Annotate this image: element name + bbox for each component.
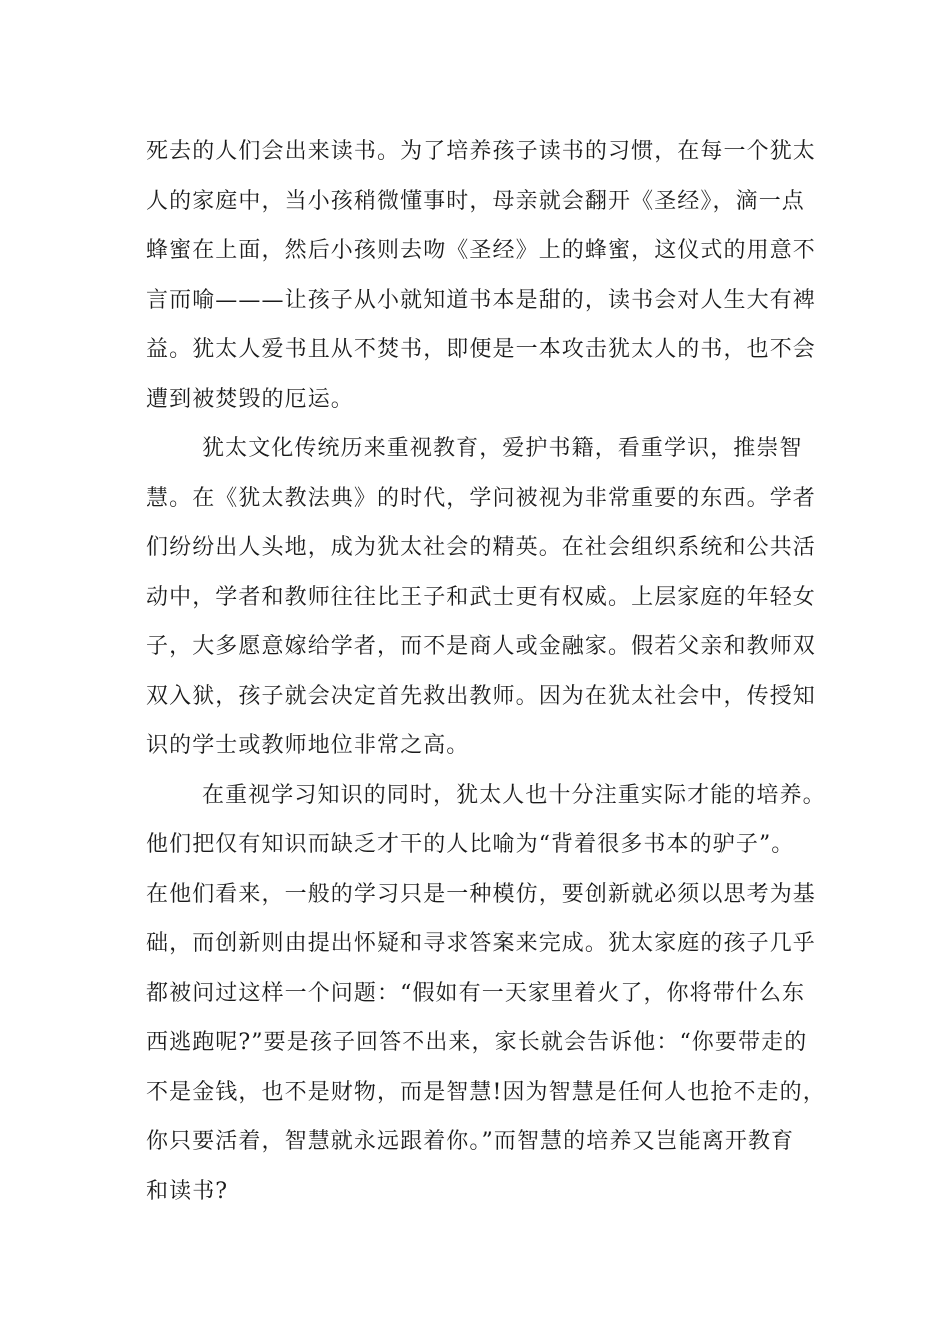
- paragraph-wisdom: [146, 771, 826, 1217]
- text-line: 人的家庭中，当小孩稍微懂事时，母亲就会翻开《圣经》，滴一点: [146, 188, 805, 214]
- text-line: 在他们看来，一般的学习只是一种模仿，要创新就必须以思考为基: [146, 881, 816, 907]
- text-line: 蜂蜜在上面，然后小孩则去吻《圣经》上的蜂蜜，这仪式的用意不: [146, 238, 816, 263]
- text-line: 双入狱，孩子就会决定首先救出教师。因为在犹太社会中，传授知: [146, 683, 816, 709]
- text-line: 都被问过这样一个问题：“假如有一天家里着火了，你将带什么东: [146, 980, 806, 1006]
- paragraph-education-tradition: [146, 424, 816, 771]
- text-line: 西逃跑呢?”要是孩子回答不出来，家长就会告诉他：“你要带走的: [146, 1030, 808, 1055]
- text-line: 你只要活着，智慧就永远跟着你。”而智慧的培养又岂能离开教育: [146, 1129, 795, 1154]
- text-line: 在重视学习知识的同时，犹太人也十分注重实际才能的培养。: [202, 782, 826, 808]
- text-line: 犹太文化传统历来重视教育，爱护书籍，看重学识，推崇智: [202, 436, 803, 461]
- text-line: 不是金钱，也不是财物，而是智慧!因为智慧是任何人也抢不走的，: [146, 1079, 826, 1105]
- text-line: 死去的人们会出来读书。为了培养孩子读书的习惯，在每一个犹太: [146, 139, 816, 164]
- text-line: 础，而创新则由提出怀疑和寻求答案来完成。犹太家庭的孩子几乎: [146, 931, 816, 956]
- text-line: 益。犹太人爱书且从不焚书，即便是一本攻击犹太人的书，也不会: [146, 337, 816, 362]
- text-line: 他们把仅有知识而缺乏才干的人比喻为“背着很多书本的驴子”。: [146, 832, 795, 857]
- text-line: 慧。在《犹太教法典》的时代，学问被视为非常重要的东西。学者: [146, 485, 816, 511]
- text-line: 和读书?: [146, 1178, 229, 1204]
- text-line: 动中，学者和教师往往比王子和武士更有权威。上层家庭的年轻女: [146, 584, 816, 610]
- text-line: 言而喻———让孩子从小就知道书本是甜的，读书会对人生大有裨: [146, 287, 816, 313]
- text-line: 们纷纷出人头地，成为犹太社会的精英。在社会组织系统和公共活: [146, 535, 816, 560]
- text-line: 子，大多愿意嫁给学者，而不是商人或金融家。假若父亲和教师双: [146, 634, 816, 659]
- text-line: 遭到被焚毁的厄运。: [146, 386, 354, 412]
- body-text: [146, 127, 826, 1216]
- paragraph-reading-custom: [146, 127, 816, 424]
- text-line: 识的学士或教师地位非常之高。: [146, 733, 470, 758]
